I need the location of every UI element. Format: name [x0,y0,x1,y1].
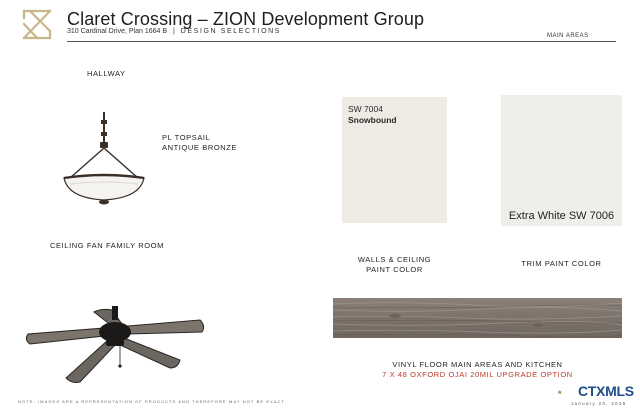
pendant-fixture-name: PL TOPSAIL [162,133,211,142]
address-text: 310 Cardinal Drive, Plan 1664 B [67,28,168,35]
trim-paint-swatch [501,95,622,226]
page-title: Claret Crossing – ZION Development Group [67,9,425,29]
area-tag: MAIN AREAS [547,33,589,39]
header-divider [67,41,616,42]
ctxmls-brand: CTXMLS [578,383,634,399]
wall-paint-code: SW 7004 [348,104,383,114]
walls-paint-label-line1: WALLS & CEILING [357,255,432,264]
listing-date: January 20, 2025 [571,401,627,406]
wall-paint-name: Snowbound [348,115,397,125]
page-subtitle [67,28,281,35]
vinyl-floor-option: 7 X 48 OXFORD OJAI 20MIL UPGRADE OPTION [382,370,573,379]
trim-paint-name: Extra White SW 7006 [508,210,615,222]
walls-paint-label [342,255,447,275]
vinyl-floor-label-line1: VINYL FLOOR MAIN AREAS AND KITCHEN [392,360,563,369]
subtitle-separator: | [172,28,175,35]
hallway-heading: HALLWAY [87,69,126,78]
walls-paint-label-line2: PAINT COLOR [366,265,423,274]
ceiling-fan-icon [20,306,210,388]
ceiling-fan-heading: CEILING FAN FAMILY ROOM [50,241,164,250]
pendant-fixture-finish: ANTIQUE BRONZE [162,143,238,152]
section-name: DESIGN SELECTIONS [180,28,282,35]
wall-paint-swatch [342,97,447,223]
vinyl-floor-swatch [333,298,622,338]
zion-logo-icon [22,8,52,41]
vinyl-floor-label [333,360,622,380]
ctxmls-star-icon [557,384,577,400]
pendant-light-icon [60,112,148,210]
pendant-fixture-label [162,133,237,153]
trim-paint-label: TRIM PAINT COLOR [521,259,602,268]
disclaimer-note: NOTE: IMAGES ARE A REPRESENTATION OF PRODUCTS AND THEREFORE MAY NOT BE EXACT. [18,399,287,404]
